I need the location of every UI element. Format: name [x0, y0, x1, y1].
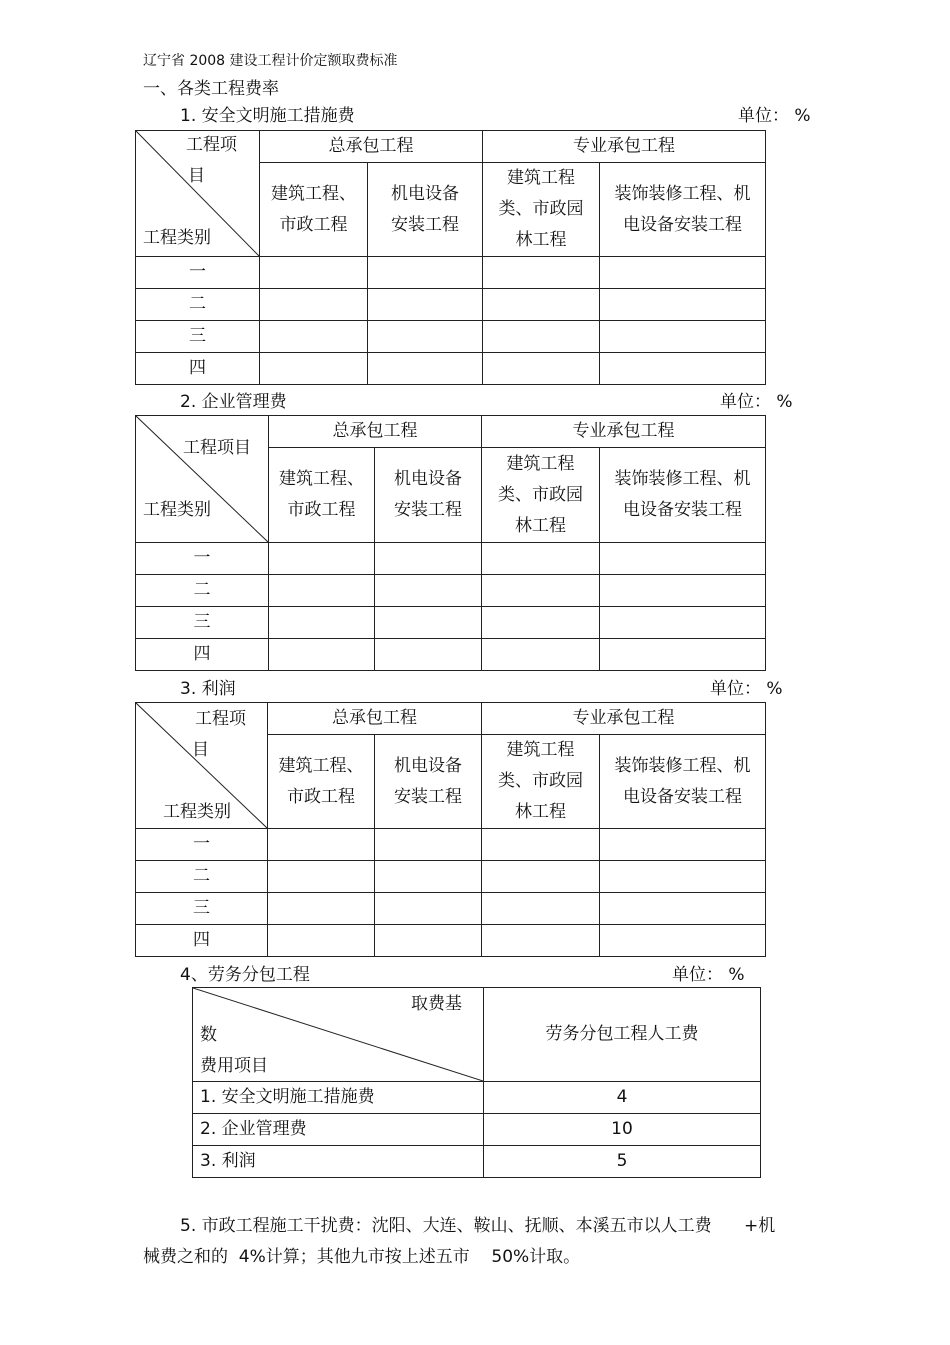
corner-label-fee-item: 费用项目: [200, 1056, 268, 1076]
corner-label-category: 工程类别: [143, 500, 211, 520]
diagonal-line: [136, 416, 268, 542]
cell: [268, 861, 375, 893]
cell: [260, 321, 368, 353]
group-header-special: 专业承包工程: [482, 416, 766, 448]
table4-title: 4、劳务分包工程: [180, 965, 310, 985]
row-label: 四: [136, 639, 269, 671]
cell: [482, 639, 600, 671]
cell: [269, 575, 375, 607]
row-label: 二: [136, 575, 269, 607]
table2-title: 2. 企业管理费: [180, 392, 287, 412]
note-line-1: 5. 市政工程施工干扰费：沈阳、大连、鞍山、抚顺、本溪五市以人工费 +机: [180, 1216, 776, 1236]
row-label: 四: [136, 925, 268, 957]
cell: [600, 861, 766, 893]
fee-item-label: 1. 安全文明施工措施费: [193, 1082, 484, 1114]
cell: [600, 353, 766, 385]
row-label: 三: [136, 321, 260, 353]
table3-unit: 单位： %: [710, 679, 783, 699]
cell: [600, 257, 766, 289]
cell: [260, 353, 368, 385]
col-header-building-municipal: 建筑工程、 市政工程: [269, 448, 375, 543]
cell: [600, 639, 766, 671]
col-header-building-landscape: 建筑工程 类、市政园 林工程: [483, 163, 600, 257]
fee-item-label: 2. 企业管理费: [193, 1114, 484, 1146]
group-header-general: 总承包工程: [260, 131, 483, 163]
cell: [483, 257, 600, 289]
fee-rate-value: 4: [484, 1082, 761, 1114]
corner-label-base: 取费基: [411, 994, 462, 1014]
table3-corner-header: [136, 703, 268, 829]
cell: [375, 575, 482, 607]
col-header-building-landscape: 建筑工程 类、市政园 林工程: [482, 448, 600, 543]
col-header-building-municipal: 建筑工程、 市政工程: [260, 163, 368, 257]
cell: [482, 543, 600, 575]
cell: [268, 893, 375, 925]
corner-label-item: 工程项: [195, 709, 246, 729]
cell: [368, 353, 483, 385]
cell: [368, 321, 483, 353]
cell: [483, 289, 600, 321]
fee-item-label: 3. 利润: [193, 1146, 484, 1178]
cell: [268, 925, 375, 957]
col-header-decoration-mep: 装饰装修工程、机 电设备安装工程: [600, 735, 766, 829]
row-label: 一: [136, 543, 269, 575]
row-label: 一: [136, 257, 260, 289]
cell: [368, 257, 483, 289]
table1-safety-civilization-fee: [135, 130, 766, 385]
table4-unit: 单位： %: [672, 965, 745, 985]
table2-corner-header: [136, 416, 269, 543]
table2-enterprise-management-fee: [135, 415, 766, 671]
cell: [375, 829, 482, 861]
cell: [375, 861, 482, 893]
cell: [268, 829, 375, 861]
cell: [600, 925, 766, 957]
cell: [600, 829, 766, 861]
cell: [375, 925, 482, 957]
row-label: 三: [136, 893, 268, 925]
corner-label-item-cont: 目: [188, 166, 205, 186]
row-label: 四: [136, 353, 260, 385]
cell: [482, 575, 600, 607]
col-header-building-municipal: 建筑工程、 市政工程: [268, 735, 375, 829]
corner-label-item: 工程项: [186, 135, 237, 155]
row-label: 一: [136, 829, 268, 861]
group-header-special: 专业承包工程: [483, 131, 766, 163]
cell: [482, 607, 600, 639]
corner-label-base-cont: 数: [200, 1025, 217, 1045]
corner-label-category: 工程类别: [163, 802, 231, 822]
col-header-labor-cost: 劳务分包工程人工费: [484, 988, 761, 1082]
cell: [483, 353, 600, 385]
cell: [260, 257, 368, 289]
cell: [375, 607, 482, 639]
cell: [269, 543, 375, 575]
table3-title: 3. 利润: [180, 679, 236, 699]
col-header-decoration-mep: 装饰装修工程、机 电设备安装工程: [600, 448, 766, 543]
table1-title: 1. 安全文明施工措施费: [180, 106, 355, 126]
table1-unit: 单位： %: [738, 106, 811, 126]
cell: [375, 639, 482, 671]
corner-label-category: 工程类别: [143, 228, 211, 248]
group-header-special: 专业承包工程: [482, 703, 766, 735]
group-header-general: 总承包工程: [269, 416, 482, 448]
col-header-mep-installation: 机电设备 安装工程: [375, 448, 482, 543]
cell: [482, 893, 600, 925]
section-heading: 一、各类工程费率: [143, 79, 279, 99]
cell: [269, 607, 375, 639]
cell: [375, 893, 482, 925]
cell: [375, 543, 482, 575]
table2-unit: 单位： %: [720, 392, 793, 412]
cell: [600, 575, 766, 607]
note-line-2: 械费之和的 4%计算；其他九市按上述五市 50%计取。: [143, 1247, 581, 1267]
cell: [600, 893, 766, 925]
cell: [600, 543, 766, 575]
cell: [482, 829, 600, 861]
cell: [600, 289, 766, 321]
table4-corner-header: [193, 988, 484, 1082]
cell: [269, 639, 375, 671]
row-label: 二: [136, 861, 268, 893]
cell: [482, 925, 600, 957]
col-header-building-landscape: 建筑工程 类、市政园 林工程: [482, 735, 600, 829]
corner-label-item: 工程项目: [183, 438, 251, 458]
col-header-decoration-mep: 装饰装修工程、机 电设备安装工程: [600, 163, 766, 257]
group-header-general: 总承包工程: [268, 703, 482, 735]
corner-label-item-cont: 目: [192, 740, 209, 760]
cell: [368, 289, 483, 321]
cell: [600, 607, 766, 639]
table3-profit: [135, 702, 766, 957]
cell: [260, 289, 368, 321]
fee-rate-value: 5: [484, 1146, 761, 1178]
document-title: 辽宁省 2008 建设工程计价定额取费标准: [143, 53, 398, 69]
cell: [483, 321, 600, 353]
table4-labor-subcontract: [192, 987, 761, 1178]
cell: [482, 861, 600, 893]
col-header-mep-installation: 机电设备 安装工程: [375, 735, 482, 829]
row-label: 三: [136, 607, 269, 639]
fee-rate-value: 10: [484, 1114, 761, 1146]
row-label: 二: [136, 289, 260, 321]
col-header-mep-installation: 机电设备 安装工程: [368, 163, 483, 257]
cell: [600, 321, 766, 353]
table1-corner-header: [136, 131, 260, 257]
